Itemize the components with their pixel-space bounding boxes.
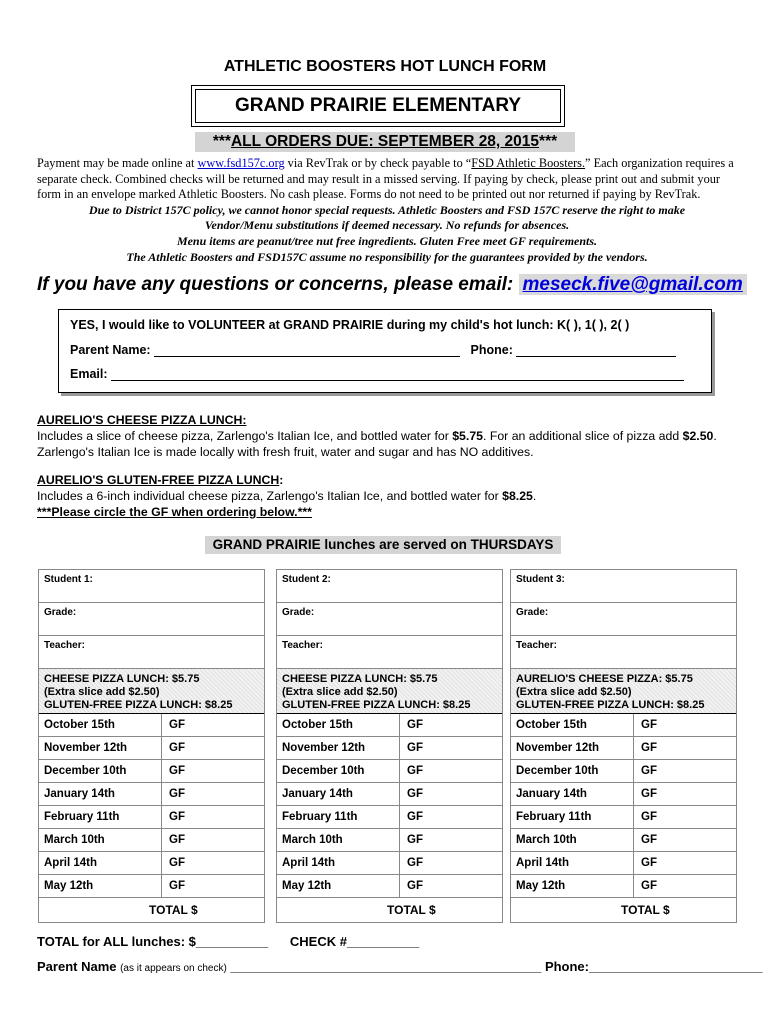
student-name-field[interactable]: Student 3: [511,570,736,603]
gf-option[interactable]: GF [169,857,185,869]
grade-field[interactable]: Grade: [39,603,264,636]
contact-email-link[interactable]: meseck.five@gmail.com [519,274,747,295]
gf-option[interactable]: GF [169,765,185,777]
lunch-date-row [511,737,736,760]
lunch-date: November 12th [44,742,128,754]
lunch-date: May 12th [44,880,94,892]
gf-option[interactable]: GF [641,765,657,777]
gf-option[interactable]: GF [641,880,657,892]
student-name-field[interactable]: Student 1: [39,570,264,603]
gf-option[interactable]: GF [169,742,185,754]
gf-option[interactable]: GF [407,742,423,754]
questions-line: If you have any questions or concerns, please email: meseck.five@gmail.com [37,274,747,296]
lunch-date-row [277,806,502,829]
lunch-date-row [39,783,264,806]
email-row: Email: [70,367,684,381]
lunch-date: May 12th [516,880,566,892]
teacher-field[interactable]: Teacher: [39,636,264,669]
payment-paragraph: Payment may be made online at www.fsd157c.org via RevTrak or by check payable to “FSD Athletic Boosters.” Each organization requires a separate check. Combined checks will be returned and may result in a missed serving. If paying by check, please print out and submit your form in an envelope marked Athletic Boosters. No cash please. Forms do not need to be printed out nor returned if paying by RevTrak. Due to District 157C policy, we cannot honor special requests. Athletic Boosters and FSD 157C reserve the right to make Vendor/Menu substitutions if deemed necessary. No refunds for absences. Menu items are peanut/tree nut free ingredients. Gluten Free meet GF requirements. The Athletic Boosters and FSD157C assume no responsibility for the guarantees provided by the vendors. [37,156,737,265]
lunch-date: May 12th [282,880,332,892]
lunch-date-row [39,829,264,852]
gf-option[interactable]: GF [641,788,657,800]
gf-option[interactable]: GF [407,880,423,892]
lunch-date-row [277,783,502,806]
gf-option[interactable]: GF [641,857,657,869]
policy-notes: Due to District 157C policy, we cannot honor special requests. Athletic Boosters and FSD 157C reserve the right to make Vendor/Menu substitutions if deemed necessary. No refunds for absences. Menu items are peanut/tree nut free ingredients. Gluten Free meet GF requirements. The Athletic Boosters and FSD157C assume no responsibility for the guarantees provided by the vendors. [88,202,686,264]
lunch-date: October 15th [282,719,353,731]
lunch-date: April 14th [282,857,336,869]
lunch-date: April 14th [44,857,98,869]
lunch-date: April 14th [516,857,570,869]
school-name: GRAND PRAIRIE ELEMENTARY [195,89,561,123]
lunch-date-row [511,760,736,783]
form-title: ATHLETIC BOOSTERS HOT LUNCH FORM [223,58,547,75]
volunteer-box [58,309,712,393]
gf-option[interactable]: GF [641,834,657,846]
lunch-date-row [277,714,502,737]
lunch-date-row [511,714,736,737]
gf-option[interactable]: GF [169,834,185,846]
lunch-date: January 14th [516,788,587,800]
grade-field[interactable]: Grade: [511,603,736,636]
gf-lunch-desc: AURELIO'S GLUTEN-FREE PIZZA LUNCH: Includes a 6-inch individual cheese pizza, Zarlengo's Italian Ice, and bottled water for $8.25. ***Please circle the GF when ordering below.*** [37,473,537,519]
gf-option[interactable]: GF [169,719,185,731]
phone-line[interactable]: Phone:________________________ [541,959,763,974]
phone-field[interactable] [516,356,676,357]
gf-option[interactable]: GF [407,765,423,777]
lunch-date-row [39,852,264,875]
student-card-1 [38,569,265,923]
gf-option[interactable]: GF [641,811,657,823]
parent-name-row: Parent Name: Phone: [70,343,676,357]
parent-name-field[interactable] [154,356,460,357]
total-all-row [37,934,419,949]
lunch-date: November 12th [282,742,366,754]
lunch-date-row [277,829,502,852]
gf-option[interactable]: GF [407,811,423,823]
volunteer-line: YES, I would like to VOLUNTEER at GRAND PRAIRIE during my child's hot lunch: K( ), 1( ), 2( ) [70,318,630,332]
lunch-date-row [511,783,736,806]
menu-prices: CHEESE PIZZA LUNCH: $5.75 (Extra slice add $2.50) GLUTEN-FREE PIZZA LUNCH: $8.25 [39,669,264,714]
orders-due: ***ALL ORDERS DUE: SEPTEMBER 28, 2015*** [195,132,575,152]
lunch-date-row [39,737,264,760]
lunch-date: December 10th [44,765,127,777]
menu-prices: AURELIO'S CHEESE PIZZA: $5.75 (Extra slice add $2.50) GLUTEN-FREE PIZZA LUNCH: $8.25 [511,669,736,714]
lunch-date-row [39,806,264,829]
lunch-date-row [511,806,736,829]
lunch-date: March 10th [282,834,343,846]
gf-option[interactable]: GF [407,857,423,869]
lunch-date-row [511,875,736,898]
lunch-date-row [277,852,502,875]
revtrak-link[interactable]: www.fsd157c.org [197,156,285,170]
teacher-field[interactable]: Teacher: [277,636,502,669]
cheese-lunch-desc: AURELIO'S CHEESE PIZZA LUNCH: Includes a slice of cheese pizza, Zarlengo's Italian Ice, and bottled water for $5.75. For an additional slice of pizza add $2.50. Zarlengo's Italian Ice is made locally with fresh fruit, water and sugar and has NO additives. [37,413,717,459]
lunch-date: January 14th [44,788,115,800]
parent-name-line[interactable]: ___________________________________________ [226,959,542,974]
lunch-date: January 14th [282,788,353,800]
gf-option[interactable]: GF [407,834,423,846]
lunch-date-row [39,875,264,898]
gf-option[interactable]: GF [641,719,657,731]
lunch-date: November 12th [516,742,600,754]
total-all-field[interactable]: TOTAL for ALL lunches: $__________ [37,934,269,949]
student-card-2 [276,569,503,923]
lunch-date: October 15th [516,719,587,731]
teacher-field[interactable]: Teacher: [511,636,736,669]
lunch-date-row [511,829,736,852]
served-banner: GRAND PRAIRIE lunches are served on THURSDAYS [205,536,561,554]
lunch-date: December 10th [282,765,365,777]
check-number-field[interactable]: CHECK #__________ [289,934,420,949]
lunch-date-row [39,714,264,737]
lunch-date: March 10th [44,834,105,846]
orders-due-text: ALL ORDERS DUE: SEPTEMBER 28, 2015 [230,133,540,150]
lunch-date-row [277,760,502,783]
lunch-date: March 10th [516,834,577,846]
parent-signature-row: Parent Name (as it appears on check) ___________________________________________ Phone:________________________ [37,959,763,974]
student-name-field[interactable]: Student 2: [277,570,502,603]
gf-option[interactable]: GF [407,788,423,800]
gf-option[interactable]: GF [407,719,423,731]
lunch-date: December 10th [516,765,599,777]
card-total[interactable]: TOTAL $ [149,903,198,917]
menu-prices: CHEESE PIZZA LUNCH: $5.75 (Extra slice add $2.50) GLUTEN-FREE PIZZA LUNCH: $8.25 [277,669,502,714]
lunch-date-row [511,852,736,875]
lunch-date: February 11th [44,811,120,823]
lunch-date: February 11th [282,811,358,823]
lunch-date-row [39,760,264,783]
lunch-date: February 11th [516,811,592,823]
card-total[interactable]: TOTAL $ [387,903,436,917]
card-total[interactable]: TOTAL $ [621,903,670,917]
gf-option[interactable]: GF [641,742,657,754]
lunch-date-row [277,875,502,898]
gf-option[interactable]: GF [169,788,185,800]
grade-field[interactable]: Grade: [277,603,502,636]
email-field[interactable] [111,380,684,381]
student-card-3 [510,569,737,923]
lunch-date: October 15th [44,719,115,731]
lunch-date-row [277,737,502,760]
gf-option[interactable]: GF [169,811,185,823]
gf-option[interactable]: GF [169,880,185,892]
